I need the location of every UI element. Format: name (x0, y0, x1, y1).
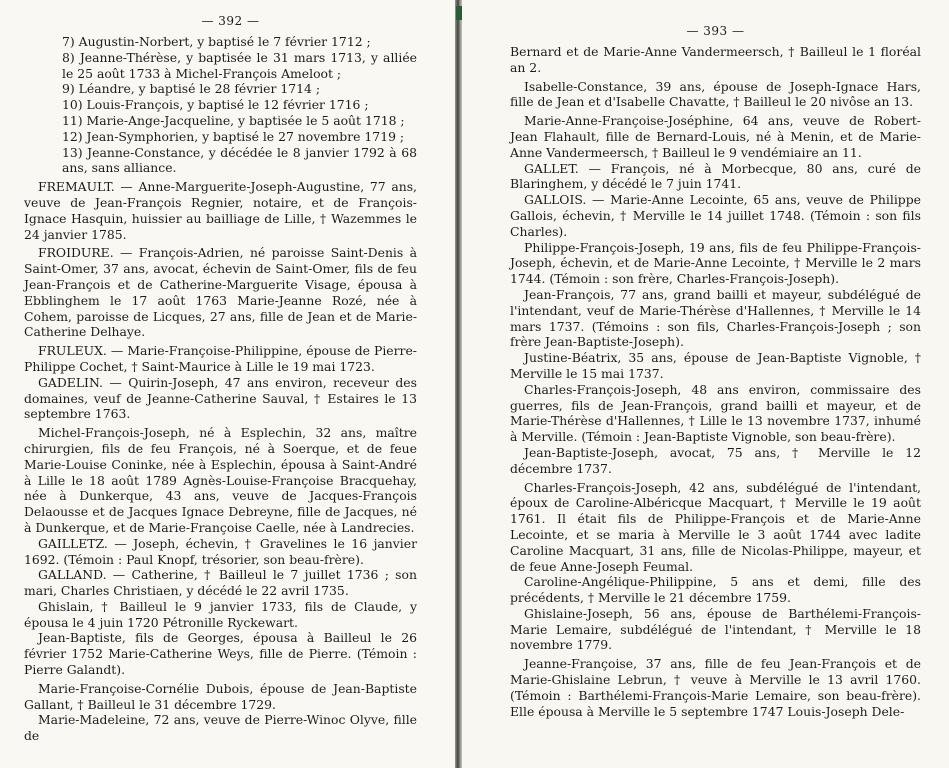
entry-fremault: FREMAULT. — Anne-Marguerite-Joseph-Augustine, 77 ans, veuve de Jean-François Regnier, notaire, et de François-Ignace Hasquin, huissier au bailliage de Lille, † Wazemmes le 24 janvier 1785. (24, 179, 417, 242)
paragraph: Philippe-François-Joseph, 19 ans, fils de feu Philippe-François-Joseph, échevin, et de Marie-Anne Lecointe, † Merville le 2 mars 1744. (Témoin : son frère, Charles-François-Joseph). (510, 239, 921, 287)
paragraph: Justine-Béatrix, 35 ans, épouse de Jean-Baptiste Vignoble, † Merville le 15 mai 1737. (510, 350, 921, 381)
entry-gallet: GALLET. — François, né à Morbecque, 80 ans, curé de Blaringhem, y décédé le 7 juin 1741. (510, 160, 921, 192)
paragraph: Isabelle-Constance, 39 ans, épouse de Joseph-Ignace Hars, fille de Jean et d'Isabelle Chavatte, † Bailleul le 20 nivôse an 13. (510, 78, 921, 110)
paragraph: 13) Jeanne-Constance, y décédée le 8 janvier 1792 à 68 ans, sans alliance. (62, 144, 417, 176)
paragraph: 7) Augustin-Norbert, y baptisé le 7 février 1712 ; (62, 34, 371, 49)
entry-fruleux: FRULEUX. — Marie-Françoise-Philippine, épouse de Pierre-Philippe Cochet, † Saint-Maurice à Lille le 19 mai 1723. (24, 343, 417, 374)
entry-gallois: GALLOIS. — Marie-Anne Lecointe, 65 ans, veuve de Philippe Gallois, échevin, † Merville le 14 juillet 1748. (Témoin : son fils Charles). (510, 192, 921, 239)
paragraph: Michel-François-Joseph, né à Esplechin, 32 ans, maître chirurgien, fils de feu François, né à Soerque, et de feue Marie-Louise Coninke, née à Esplechin, épousa à Saint-André à Lille le 18 août 1789 Agnès-Louise-Françoise Bracquehay, née à Dunkerque, 43 ans, veuve de Jacques-François Delaousse et de Jacques Ignace Debreyne, fille de Jacques, né à Dunkerque, et de Marie-Françoise Caelle, née à Landrecies. (24, 425, 417, 535)
paragraph: 11) Marie-Ange-Jacqueline, y baptisée le 5 août 1718 ; (62, 112, 405, 128)
paragraph: 9) Léandre, y baptisé le 28 février 1714 ; (62, 81, 320, 97)
paragraph: Jeanne-Françoise, 37 ans, fille de feu Jean-François et de Marie-Ghislaine Lebrun, † veuve à Merville le 13 avril 1760. (Témoin : Barthélemi-François-Marie Lemaire, son beau-frère). Elle épousa à Merville le 5 septembre 1747 Louis-Joseph Dele- (510, 656, 921, 719)
book-gutter (455, 0, 462, 768)
entry-galland: GALLAND. — Catherine, † Bailleul le 7 juillet 1736 ; son mari, Charles Christiaen, y décédé le 22 avril 1735. (24, 567, 417, 599)
paragraph: 12) Jean-Symphorien, y baptisé le 27 novembre 1719 ; (62, 128, 405, 144)
page-number-left: — 392 — (201, 14, 260, 28)
paragraph: 8) Jeanne-Thérèse, y baptisée le 31 mars 1713, y alliée le 25 août 1733 à Michel-François Ameloot ; (62, 49, 417, 81)
paragraph: Charles-François-Joseph, 48 ans environ, commissaire des guerres, fils de Jean-François, grand bailli et mayeur, et de Marie-Thérèse d'Hallennes, † Lille le 13 novembre 1737, inhumé à Merville. (Témoin : Jean-Baptiste Vignoble, son beau-frère). (510, 381, 921, 445)
paragraph: Jean-François, 77 ans, grand bailli et mayeur, subdélégué de l'intendant, veuf de Marie-Thérèse d'Hallennes, † Merville le 14 mars 1737. (Témoins : son fils, Charles-François-Joseph ; son frère Jean-Baptiste-Joseph). (510, 286, 921, 350)
paragraph: Marie-Madeleine, 72 ans, veuve de Pierre-Winoc Olyve, fille de (24, 712, 417, 744)
right-page (462, 0, 949, 768)
left-page (0, 0, 455, 768)
paragraph: Ghislain, † Bailleul le 9 janvier 1733, fils de Claude, y épousa le 4 juin 1720 Pétronille Ryckewart. (24, 598, 417, 630)
paragraph: Charles-François-Joseph, 42 ans, subdélégué de l'intendant, époux de Caroline-Albéricque Macquart, † Merville le 19 août 1761. Il était fils de Philippe-François et de Marie-Anne Lecointe, et se maria à Merville le 3 août 1744 avec ladite Caroline Macquart, 31 ans, fille de Nicolas-Philippe, mayeur, et de feue Anne-Joseph Feumal. (510, 479, 921, 574)
entry-gadelin: GADELIN. — Quirin-Joseph, 47 ans environ, receveur des domaines, veuf de Jeanne-Catherine Sauval, † Estaires le 13 septembre 1763. (24, 374, 417, 422)
entry-gailletz: GAILLETZ. — Joseph, échevin, † Gravelines le 16 janvier 1692. (Témoin : Paul Knopf, trésorier, son beau-frère). (24, 535, 417, 567)
paragraph: Jean-Baptiste-Joseph, avocat, 75 ans, † Merville le 12 décembre 1737. (510, 444, 921, 476)
paragraph: 10) Louis-François, y baptisé le 12 février 1716 ; (62, 97, 369, 113)
paragraph: Ghislaine-Joseph, 56 ans, épouse de Barthélemi-François-Marie Lemaire, subdélégué de l'intendant, † Merville le 18 novembre 1779. (510, 605, 921, 653)
paragraph: Marie-Françoise-Cornélie Dubois, épouse de Jean-Baptiste Gallant, † Bailleul le 31 décembre 1729. (24, 680, 417, 712)
paragraph: Caroline-Angélique-Philippine, 5 ans et demi, fille des précédents, † Merville le 21 décembre 1759. (510, 574, 921, 606)
paragraph: Bernard et de Marie-Anne Vandermeersch, † Bailleul le 1 floréal an 2. (510, 44, 921, 75)
paragraph: Marie-Anne-Françoise-Joséphine, 64 ans, veuve de Robert-Jean Flahault, fille de Bernard-Louis, né à Menin, et de Marie-Anne Vandermeersch, † Bailleul le 9 vendémiaire an 11. (510, 113, 921, 160)
entry-froidure: FROIDURE. — François-Adrien, né paroisse Saint-Denis à Saint-Omer, 37 ans, avocat, échevin de Saint-Omer, fils de feu Jean-François et de Catherine-Marguerite Visage, épousa à Ebblinghem le 17 août 1763 Marie-Jeanne Rozé, née à Cohem, paroisse de Licques, 27 ans, fille de Jean et de Marie-Catherine Delhaye. (24, 245, 417, 340)
page-number-right: — 393 — (686, 24, 745, 38)
paragraph: Jean-Baptiste, fils de Georges, épousa à Bailleul le 26 février 1752 Marie-Catherine Weys, fille de Pierre. (Témoin : Pierre Galandt). (24, 630, 417, 678)
